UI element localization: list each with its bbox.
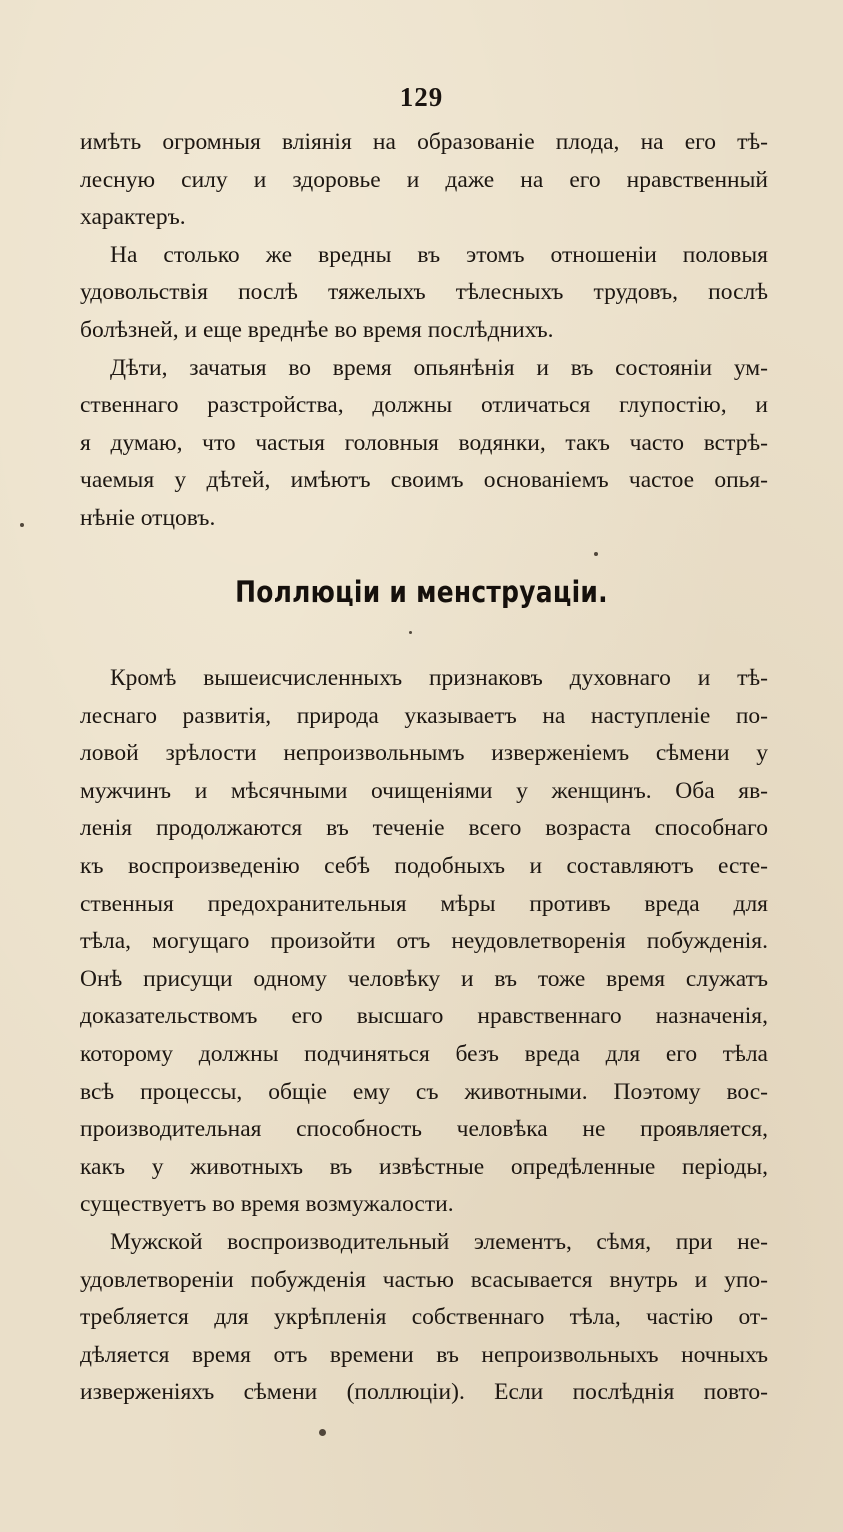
text-line: дѣляется время отъ времени въ непроизвольныхъ ночныхъ [80, 1341, 768, 1368]
text-line: ственнаго разстройства, должны отличаться глупостію, и [80, 392, 768, 419]
text-line: какъ у животныхъ въ извѣстные опредѣленные періоды, [80, 1153, 768, 1180]
text-line: изверженіяхъ сѣмени (поллюціи). Если послѣднія повто- [80, 1379, 768, 1406]
text-line: тѣла, могущаго произойти отъ неудовлетворенія побужденія. [80, 928, 768, 955]
text-line: чаемыя у дѣтей, имѣютъ своимъ основаніемъ частое опья- [80, 467, 768, 494]
paragraph-block-upper [80, 124, 768, 538]
text-line: На столько же вредны въ этомъ отношеніи половыя [110, 241, 768, 268]
text-line: имѣть огромныя вліянія на образованіе плода, на его тѣ- [80, 129, 768, 155]
text-line: удовлетвореніи побужденія частью всасывается внутрь и упо- [80, 1266, 768, 1293]
text-line: лесную силу и здоровье и даже на его нравственный [80, 166, 768, 193]
text-line: которому должны подчиняться безъ вреда для его тѣла [80, 1040, 768, 1067]
ink-speck [594, 552, 598, 556]
text-line: всѣ процессы, общіе ему съ животными. Поэтому вос- [80, 1078, 768, 1105]
text-line: характеръ. [80, 204, 186, 231]
text-line: доказательствомъ его высшаго нравственнаго назначенія, [80, 1003, 768, 1030]
text-line: требляется для укрѣпленія собственнаго тѣла, частію от- [80, 1304, 768, 1331]
text-line: ственныя предохранительныя мѣры противъ вреда для [80, 890, 768, 917]
ink-speck [20, 523, 24, 527]
section-heading: Поллюціи и менструаціи. [235, 575, 608, 609]
text-line: леснаго развитія, природа указываетъ на наступленіе по- [80, 702, 768, 729]
text-line: я думаю, что частыя головныя водянки, такъ часто встрѣ- [80, 429, 768, 456]
text-line: мужчинъ и мѣсячными очищеніями у женщинъ. Оба яв- [80, 777, 768, 804]
text-line: Дѣти, зачатыя во время опьянѣнія и въ состояніи ум- [110, 354, 768, 381]
text-line: удовольствія послѣ тяжелыхъ тѣлесныхъ трудовъ, послѣ [80, 279, 768, 306]
text-line: Онѣ присущи одному человѣку и въ тоже время служатъ [80, 965, 768, 992]
text-line: Кромѣ вышеисчисленныхъ признаковъ духовнаго и тѣ- [110, 665, 768, 691]
paragraph-block-lower [80, 660, 768, 1412]
ink-speck [319, 1429, 326, 1436]
text-line: Мужской воспроизводительный элементъ, сѣмя, при не- [110, 1228, 768, 1255]
text-line: болѣзней, и еще вреднѣе во время послѣднихъ. [80, 316, 554, 343]
text-line: ленія продолжаются въ теченіе всего возраста способнаго [80, 815, 768, 842]
text-line: существуетъ во время возмужалости. [80, 1191, 454, 1218]
text-line: нѣніе отцовъ. [80, 504, 216, 531]
text-line: ловой зрѣлости непроизвольнымъ изверженіемъ сѣмени у [80, 740, 768, 767]
text-line: къ воспроизведенію себѣ подобныхъ и составляютъ есте- [80, 852, 768, 879]
ink-speck [409, 631, 412, 634]
text-line: производительная способность человѣка не проявляется, [80, 1116, 768, 1143]
page-number: 129 [399, 82, 444, 112]
